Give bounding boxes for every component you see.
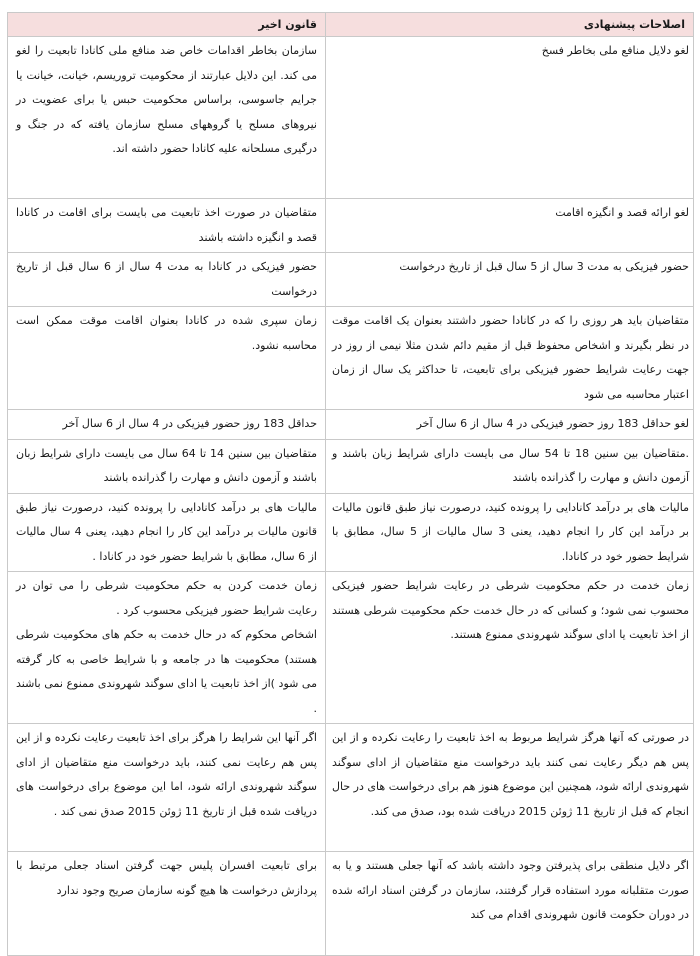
proposed-cell <box>326 852 694 956</box>
table-row <box>8 724 694 852</box>
table-row <box>8 253 694 307</box>
cell-paragraph: .متقاضیان بین سنین 18 تا 54 سال می بایست دارای شرایط زبان باشند و آزمون دانش و مهارت را گذرانده باشند <box>332 446 689 484</box>
cell-paragraph: اگر آنها این شرایط را هرگز برای اخذ تابعیت رعایت نکرده و از این پس هم رعایت نمی کنند، باید درخواست منع متقاضیان از ادای سوگند شهروندی ارائه شود، اما این موضوع برای درخواست های دریافت شده قبل از تاریخ 11 ژوئن 2015 صدق نمی کند . <box>16 731 317 818</box>
header-proposed-amendments: اصلاحات پیشنهادی <box>326 13 694 37</box>
cell-paragraph: زمان خدمت در حکم محکومیت شرطی در رعایت شرایط حضور فیزیکی محسوب نمی شود؛ و کسانی که در حال خدمت حکم محکومیت شرطی هستند از اخذ تابعیت یا ادای سوگند شهروندی ممنوع هستند. <box>332 579 689 641</box>
proposed-cell <box>326 37 694 199</box>
cell-paragraph: حداقل 183 روز حضور فیزیکی در 4 سال از 6 سال آخر <box>62 417 317 430</box>
cell-paragraph: مالیات های بر درآمد کانادایی را پرونده کنید، درصورت نیاز طبق قانون مالیات بر درآمد این کار را انجام دهید، یعنی 4 سال مالیات از 6 سال، مطابق با شرایط حضور خود در کانادا . <box>16 500 317 563</box>
cell-paragraph: برای تابعیت افسران پلیس جهت گرفتن اسناد جعلی مرتبط با پردازش درخواست ها هیچ گونه سازمان صریح وجود ندارد <box>16 859 317 897</box>
header-recent-law: قانون اخیر <box>8 13 326 37</box>
cell-paragraph: زمان سپری شده در کانادا بعنوان اقامت موقت ممکن است محاسبه نشود. <box>16 314 317 352</box>
recent-cell <box>8 37 326 199</box>
proposed-cell <box>326 253 694 307</box>
table-row <box>8 37 694 199</box>
recent-cell <box>8 493 326 572</box>
table-row <box>8 852 694 956</box>
cell-paragraph: لغو حداقل 183 روز حضور فیزیکی در 4 سال از 6 سال آخر <box>416 417 689 430</box>
cell-paragraph: اگر دلایل منطقی برای پذیرفتن وجود داشته باشد که آنها جعلی هستند و یا به صورت متقلبانه مورد استفاده قرار گرفتند، سازمان در گرفتن اسناد ارائه شده در دوران حکومت قانون شهروندی اقدام می کند <box>332 859 689 921</box>
proposed-cell <box>326 572 694 724</box>
cell-paragraph: لغو ارائه قصد و انگیزه اقامت <box>555 206 689 219</box>
table-body <box>8 37 694 956</box>
recent-cell <box>8 307 326 410</box>
cell-paragraph: متقاضیان در صورت اخذ تابعیت می بایست برای اقامت در کانادا قصد و انگیزه داشته باشند <box>16 206 317 244</box>
proposed-cell <box>326 199 694 253</box>
cell-paragraph: در صورتی که آنها هرگز شرایط مربوط به اخذ تابعیت را رعایت نکرده و از این پس هم دیگر رعایت نمی کنند باید درخواست منع متقاضیان از ادای سوگند شهروندی ارائه شود، همچنین این موضوع هنوز هم برای درخواست های در حال انجام که قبل از تاریخ 11 ژوئن 2015 دریافت شده بود، صدق می کند. <box>332 731 689 818</box>
recent-cell <box>8 852 326 956</box>
comparison-table-wrapper <box>7 12 693 956</box>
table-row <box>8 572 694 724</box>
table-row <box>8 410 694 440</box>
table-row <box>8 307 694 410</box>
cell-paragraph: لغو دلایل منافع ملی بخاطر فسخ <box>541 44 689 57</box>
cell-paragraph: زمان خدمت کردن به حکم محکومیت شرطی را می توان در رعایت شرایط حضور فیزیکی محسوب کرد . <box>16 579 317 617</box>
cell-paragraph: حضور فیزیکی به مدت 3 سال از 5 سال قبل از تاریخ درخواست <box>399 260 689 273</box>
cell-paragraph: مالیات های بر درآمد کانادایی را پرونده کنید، درصورت نیاز طبق قانون مالیات بر درآمد این کار را انجام دهید، یعنی 3 سال مالیات از 5 سال، مطابق با شرایط حضور خود در کانادا. <box>332 500 689 563</box>
table-row <box>8 439 694 493</box>
proposed-cell <box>326 724 694 852</box>
recent-cell <box>8 439 326 493</box>
proposed-cell <box>326 439 694 493</box>
recent-cell <box>8 572 326 724</box>
table-row <box>8 493 694 572</box>
cell-paragraph: حضور فیزیکی در کانادا به مدت 4 سال از 6 سال قبل از تاریخ درخواست <box>16 260 317 298</box>
recent-cell <box>8 410 326 440</box>
recent-cell <box>8 199 326 253</box>
proposed-cell <box>326 307 694 410</box>
cell-paragraph: سازمان بخاطر اقدامات خاص ضد منافع ملی کانادا تابعیت را لغو می کند. این دلایل عبارتند از محکومیت تروریسم، خیانت، خیانت یا جرایم جاسوسی، براساس محکومیت حبس یا برای عضویت در نیروهای مسلح یا گروههای مسلح سازمان یافته که در جنگ و درگیری مسلحانه علیه کانادا حضور داشته اند. <box>16 44 317 155</box>
proposed-cell <box>326 493 694 572</box>
citizenship-law-comparison-table <box>7 12 694 956</box>
table-row <box>8 199 694 253</box>
cell-paragraph: اشخاص محکوم که در حال خدمت به حکم های محکومیت شرطی هستند) محکومیت ها در جامعه و با شرایط خاصی به کار گرفته می شود )از اخذ تابعیت یا ادای سوگند شهروندی ممنوع نمی باشند . <box>16 628 317 715</box>
cell-paragraph: متقاضیان باید هر روزی را که در کانادا حضور داشتند بعنوان یک اقامت موقت در نظر بگیرند و اشخاص محفوظ قبل از مقیم دائم شدن مثلا نیمی از روز در جهت رعایت شرایط حضور فیزیکی برای تابعیت، تا حداکثر یک سال از زمان اعتبار محاسبه می شود <box>332 314 689 401</box>
proposed-cell <box>326 410 694 440</box>
cell-paragraph: متقاضیان بین سنین 14 تا 64 سال می بایست دارای شرایط زبان باشند و آزمون دانش و مهارت را گذرانده باشند <box>16 446 317 484</box>
table-header-row <box>8 13 694 37</box>
recent-cell <box>8 724 326 852</box>
recent-cell <box>8 253 326 307</box>
